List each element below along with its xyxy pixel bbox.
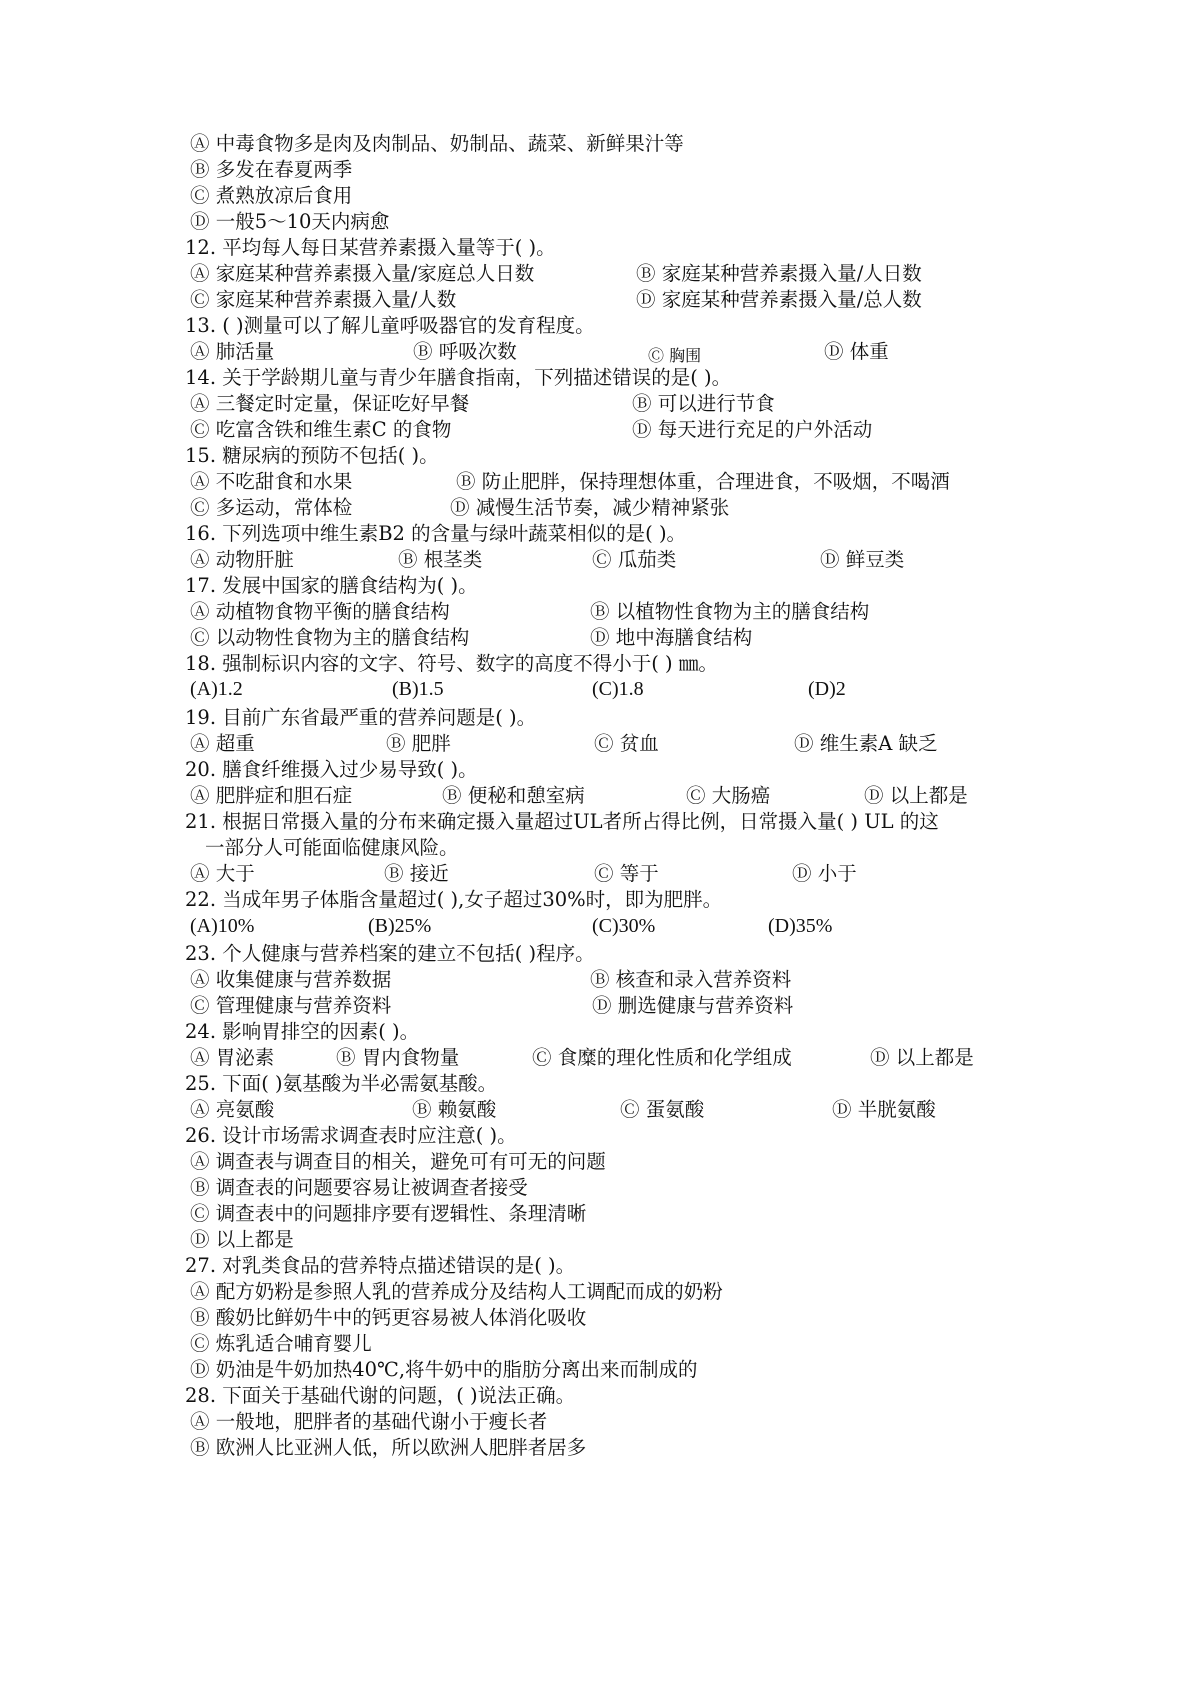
q27-option-d: Ⓓ 奶油是牛奶加热40℃,将牛奶中的脂肪分离出来而制成的 [190, 1358, 698, 1381]
q23-option-b: Ⓑ 核查和录入营养资料 [590, 968, 792, 991]
q13-stem: 13. ( )测量可以了解儿童呼吸器官的发育程度。 [185, 314, 595, 337]
q22-stem: 22. 当成年男子体脂含量超过( ),女子超过30%时，即为肥胖。 [185, 888, 723, 911]
q23-option-d: Ⓓ 删选健康与营养资料 [592, 994, 794, 1017]
q16-stem: 16. 下列选项中维生素B2 的含量与绿叶蔬菜相似的是( )。 [185, 522, 687, 545]
q21-option-b: Ⓑ 接近 [384, 862, 449, 885]
q11-option-b: Ⓑ 多发在春夏两季 [190, 158, 353, 181]
q22-option-a: (A)10% [190, 915, 255, 937]
q12-option-d: Ⓓ 家庭某种营养素摄入量/总人数 [636, 288, 922, 311]
q22-option-b: (B)25% [368, 915, 432, 937]
q16-option-d: Ⓓ 鲜豆类 [820, 548, 905, 571]
q23-option-c: Ⓒ 管理健康与营养资料 [190, 994, 392, 1017]
q13-option-b: Ⓑ 呼吸次数 [413, 340, 517, 363]
q27-option-a: Ⓐ 配方奶粉是参照人乳的营养成分及结构人工调配而成的奶粉 [190, 1280, 723, 1303]
q21-option-a: Ⓐ 大于 [190, 862, 255, 885]
q26-stem: 26. 设计市场需求调查表时应注意( )。 [185, 1124, 517, 1147]
q28-option-a: Ⓐ 一般地，肥胖者的基础代谢小于瘦长者 [190, 1410, 548, 1433]
q20-option-d: Ⓓ 以上都是 [864, 784, 968, 807]
q25-stem: 25. 下面( )氨基酸为半必需氨基酸。 [185, 1072, 498, 1095]
q11-option-d: Ⓓ 一般5～10天内病愈 [190, 210, 390, 233]
q24-option-b: Ⓑ 胃内食物量 [336, 1046, 460, 1069]
q16-option-c: Ⓒ 瓜茄类 [592, 548, 677, 571]
q14-option-c: Ⓒ 吃富含铁和维生素C 的食物 [190, 418, 452, 441]
q15-option-d: Ⓓ 减慢生活节奏，减少精神紧张 [450, 496, 730, 519]
q23-stem: 23. 个人健康与营养档案的建立不包括( )程序。 [185, 942, 595, 965]
q19-option-d: Ⓓ 维生素A 缺乏 [794, 732, 938, 755]
q14-stem: 14. 关于学龄期儿童与青少年膳食指南，下列描述错误的是( )。 [185, 366, 732, 389]
q20-option-a: Ⓐ 肥胖症和胆石症 [190, 784, 353, 807]
q14-option-a: Ⓐ 三餐定时定量，保证吃好早餐 [190, 392, 470, 415]
q15-option-a: Ⓐ 不吃甜食和水果 [190, 470, 353, 493]
q19-option-b: Ⓑ 肥胖 [386, 732, 451, 755]
q21-option-c: Ⓒ 等于 [594, 862, 659, 885]
q25-option-a: Ⓐ 亮氨酸 [190, 1098, 275, 1121]
q15-option-c: Ⓒ 多运动，常体检 [190, 496, 353, 519]
q14-option-d: Ⓓ 每天进行充足的户外活动 [632, 418, 873, 441]
q24-option-d: Ⓓ 以上都是 [870, 1046, 974, 1069]
q12-option-c: Ⓒ 家庭某种营养素摄入量/人数 [190, 288, 457, 311]
q13-option-a: Ⓐ 肺活量 [190, 340, 275, 363]
q21-stem-continued: 一部分人可能面临健康风险。 [205, 836, 459, 859]
q22-option-d: (D)35% [768, 915, 833, 937]
q25-option-b: Ⓑ 赖氨酸 [412, 1098, 497, 1121]
q27-option-b: Ⓑ 酸奶比鲜奶牛中的钙更容易被人体消化吸收 [190, 1306, 587, 1329]
q13-option-c: Ⓒ 胸围 [648, 346, 702, 365]
q20-option-c: Ⓒ 大肠癌 [686, 784, 771, 807]
q18-option-a: (A)1.2 [190, 678, 243, 700]
q25-option-d: Ⓓ 半胱氨酸 [832, 1098, 936, 1121]
q18-option-b: (B)1.5 [392, 678, 444, 700]
q17-option-a: Ⓐ 动植物食物平衡的膳食结构 [190, 600, 450, 623]
q18-stem: 18. 强制标识内容的文字、符号、数字的高度不得小于( ) ㎜。 [185, 652, 718, 675]
q23-option-a: Ⓐ 收集健康与营养数据 [190, 968, 392, 991]
q15-stem: 15. 糖尿病的预防不包括( )。 [185, 444, 439, 467]
q27-option-c: Ⓒ 炼乳适合哺育婴儿 [190, 1332, 372, 1355]
q26-option-d: Ⓓ 以上都是 [190, 1228, 294, 1251]
q17-stem: 17. 发展中国家的膳食结构为( )。 [185, 574, 478, 597]
q26-option-c: Ⓒ 调查表中的问题排序要有逻辑性、条理清晰 [190, 1202, 587, 1225]
q15-option-b: Ⓑ 防止肥胖，保持理想体重，合理进食，不吸烟，不喝酒 [456, 470, 950, 493]
q18-option-c: (C)1.8 [592, 678, 644, 700]
q12-stem: 12. 平均每人每日某营养素摄入量等于( )。 [185, 236, 556, 259]
q16-option-b: Ⓑ 根茎类 [398, 548, 483, 571]
q27-stem: 27. 对乳类食品的营养特点描述错误的是( )。 [185, 1254, 576, 1277]
q20-option-b: Ⓑ 便秘和憩室病 [442, 784, 585, 807]
q28-option-b: Ⓑ 欧洲人比亚洲人低，所以欧洲人肥胖者居多 [190, 1436, 587, 1459]
q25-option-c: Ⓒ 蛋氨酸 [620, 1098, 705, 1121]
q16-option-a: Ⓐ 动物肝脏 [190, 548, 294, 571]
q18-option-d: (D)2 [808, 678, 846, 700]
q11-option-a: Ⓐ 中毒食物多是肉及肉制品、奶制品、蔬菜、新鲜果汁等 [190, 132, 684, 155]
q21-option-d: Ⓓ 小于 [792, 862, 857, 885]
q11-option-c: Ⓒ 煮熟放凉后食用 [190, 184, 353, 207]
q19-option-a: Ⓐ 超重 [190, 732, 255, 755]
q13-option-d: Ⓓ 体重 [824, 340, 889, 363]
q28-stem: 28. 下面关于基础代谢的问题，( )说法正确。 [185, 1384, 576, 1407]
q12-option-a: Ⓐ 家庭某种营养素摄入量/家庭总人日数 [190, 262, 535, 285]
q22-option-c: (C)30% [592, 915, 656, 937]
q21-stem: 21. 根据日常摄入量的分布来确定摄入量超过UL者所占得比例，日常摄入量( ) UL 的这 [185, 810, 939, 833]
q17-option-b: Ⓑ 以植物性食物为主的膳食结构 [590, 600, 870, 623]
q19-stem: 19. 目前广东省最严重的营养问题是( )。 [185, 706, 537, 729]
q20-stem: 20. 膳食纤维摄入过少易导致( )。 [185, 758, 478, 781]
q26-option-b: Ⓑ 调查表的问题要容易让被调查者接受 [190, 1176, 528, 1199]
q26-option-a: Ⓐ 调查表与调查目的相关，避免可有可无的问题 [190, 1150, 606, 1173]
q12-option-b: Ⓑ 家庭某种营养素摄入量/人日数 [636, 262, 922, 285]
q24-option-c: Ⓒ 食糜的理化性质和化学组成 [532, 1046, 792, 1069]
q17-option-c: Ⓒ 以动物性食物为主的膳食结构 [190, 626, 470, 649]
q19-option-c: Ⓒ 贫血 [594, 732, 659, 755]
q24-option-a: Ⓐ 胃泌素 [190, 1046, 275, 1069]
q17-option-d: Ⓓ 地中海膳食结构 [590, 626, 753, 649]
q14-option-b: Ⓑ 可以进行节食 [632, 392, 775, 415]
q24-stem: 24. 影响胃排空的因素( )。 [185, 1020, 420, 1043]
